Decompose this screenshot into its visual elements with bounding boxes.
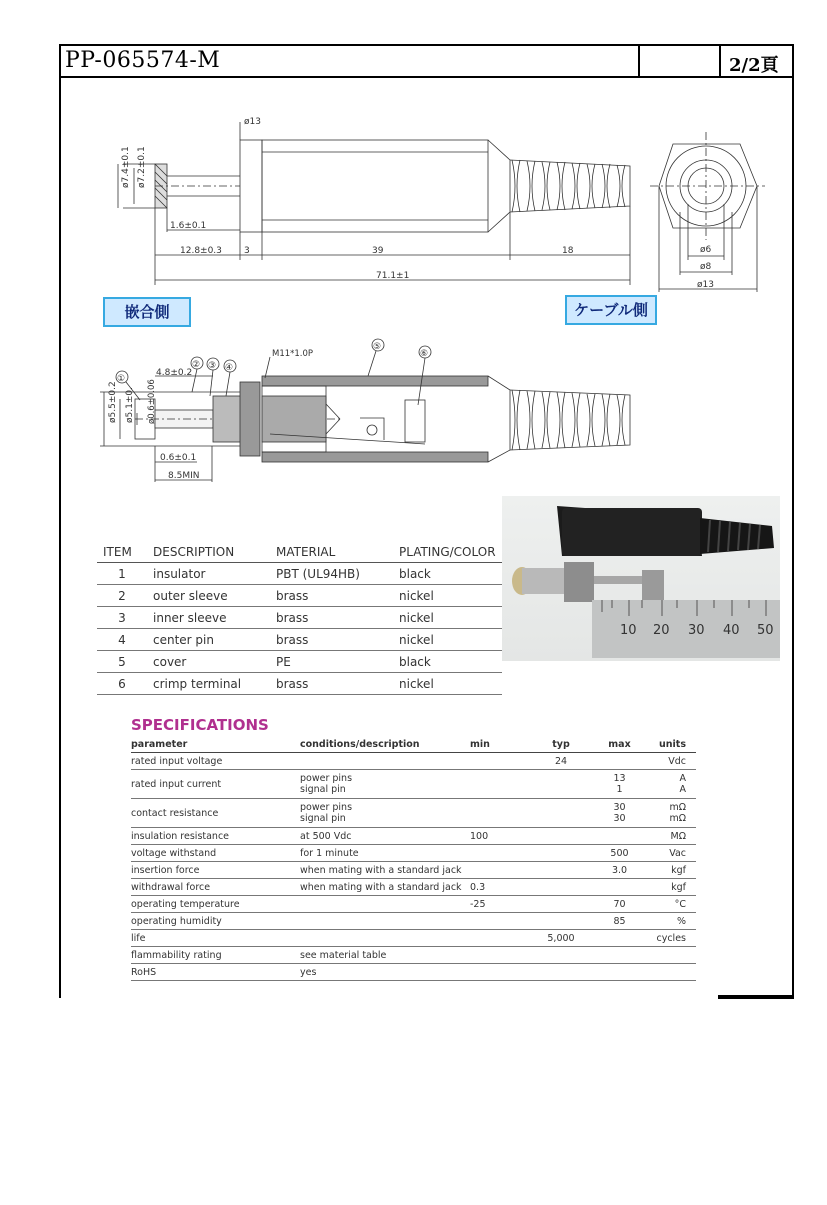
spec-conditions: when mating with a standard jack xyxy=(300,862,470,879)
dim-d13-top: ø13 xyxy=(244,117,261,127)
cable-side-label: ケーブル側 xyxy=(565,295,657,325)
dim-d16: 1.6±0.1 xyxy=(170,221,207,231)
spec-typ xyxy=(530,770,592,799)
side-view-dimension-text xyxy=(121,117,574,281)
dim-m11: M11*1.0P xyxy=(272,349,314,359)
ruler-tick-10: 10 xyxy=(620,623,637,638)
spec-header: units xyxy=(647,736,696,753)
items-header: MATERIAL xyxy=(270,541,393,563)
spec-max: 13 1 xyxy=(592,770,647,799)
item-material: brass xyxy=(270,629,393,651)
item-description: insulator xyxy=(147,563,270,585)
item-plating: black xyxy=(393,563,502,585)
item-number: 5 xyxy=(97,651,147,673)
spec-min: 100 xyxy=(470,828,530,845)
spec-header: parameter xyxy=(131,736,300,753)
item-material: PBT (UL94HB) xyxy=(270,563,393,585)
item-plating: nickel xyxy=(393,673,502,695)
spec-conditions xyxy=(300,913,470,930)
page-number: 2/2頁 xyxy=(729,55,779,76)
spec-max xyxy=(592,947,647,964)
spec-header-row xyxy=(131,736,696,753)
item-plating: nickel xyxy=(393,607,502,629)
spec-parameter: contact resistance xyxy=(131,799,300,828)
dim-d48: 4.8±0.2 xyxy=(156,368,193,378)
item-material: brass xyxy=(270,673,393,695)
spec-conditions xyxy=(300,930,470,947)
spec-min: 0.3 xyxy=(470,879,530,896)
dim-d74: ø7.4±0.1 xyxy=(121,146,131,188)
spec-typ xyxy=(530,828,592,845)
table-row xyxy=(131,947,696,964)
dim-d8: ø8 xyxy=(700,262,712,272)
spec-units: Vac xyxy=(647,845,696,862)
spec-conditions xyxy=(300,753,470,770)
item-number: 6 xyxy=(97,673,147,695)
spec-min xyxy=(470,799,530,828)
spec-parameter: rated input current xyxy=(131,770,300,799)
spec-units: °C xyxy=(647,896,696,913)
spec-min xyxy=(470,862,530,879)
callout-5: ⑤ xyxy=(373,342,382,352)
table-row xyxy=(131,799,696,828)
spec-units: kgf xyxy=(647,879,696,896)
callout-6: ⑥ xyxy=(420,349,429,359)
dim-d128: 12.8±0.3 xyxy=(180,246,222,256)
spec-parameter: life xyxy=(131,930,300,947)
item-number: 1 xyxy=(97,563,147,585)
item-description: outer sleeve xyxy=(147,585,270,607)
ruler-tick-30: 30 xyxy=(688,623,705,638)
table-row xyxy=(131,930,696,947)
spec-max xyxy=(592,828,647,845)
spec-units: mΩ mΩ xyxy=(647,799,696,828)
strain-relief xyxy=(510,160,630,212)
table-row xyxy=(97,629,502,651)
dim-d55: ø5.5±0.2 xyxy=(108,381,118,423)
spec-min xyxy=(470,845,530,862)
spec-max xyxy=(592,964,647,981)
spec-min xyxy=(470,947,530,964)
item-material: brass xyxy=(270,585,393,607)
item-number: 4 xyxy=(97,629,147,651)
spec-units: % xyxy=(647,913,696,930)
dim-d061: 0.6±0.1 xyxy=(160,453,197,463)
table-row xyxy=(97,563,502,585)
spec-conditions xyxy=(300,896,470,913)
spec-units: A A xyxy=(647,770,696,799)
spec-parameter: operating temperature xyxy=(131,896,300,913)
spec-conditions: for 1 minute xyxy=(300,845,470,862)
table-row xyxy=(131,913,696,930)
product-photo xyxy=(502,496,780,661)
spec-min: -25 xyxy=(470,896,530,913)
spec-units xyxy=(647,964,696,981)
item-material: PE xyxy=(270,651,393,673)
spec-typ xyxy=(530,896,592,913)
item-plating: nickel xyxy=(393,629,502,651)
spec-conditions: power pins signal pin xyxy=(300,770,470,799)
spec-max: 70 xyxy=(592,896,647,913)
item-plating: black xyxy=(393,651,502,673)
dim-d18: 18 xyxy=(562,246,574,256)
spec-conditions: power pins signal pin xyxy=(300,799,470,828)
dim-d13-end: ø13 xyxy=(697,280,714,290)
spec-header: typ xyxy=(530,736,592,753)
table-row xyxy=(131,879,696,896)
spec-conditions: yes xyxy=(300,964,470,981)
frame-corner-bar xyxy=(718,995,794,999)
mating-side-label: 嵌合側 xyxy=(103,297,191,327)
spec-units xyxy=(647,947,696,964)
spec-parameter: flammability rating xyxy=(131,947,300,964)
table-row xyxy=(97,651,502,673)
dim-d06: ø0.6±0.06 xyxy=(147,379,157,424)
spec-max: 85 xyxy=(592,913,647,930)
item-number: 3 xyxy=(97,607,147,629)
ruler-tick-20: 20 xyxy=(653,623,670,638)
callout-3: ③ xyxy=(208,361,217,371)
spec-parameter: operating humidity xyxy=(131,913,300,930)
spec-header: max xyxy=(592,736,647,753)
spec-max xyxy=(592,753,647,770)
spec-typ xyxy=(530,879,592,896)
spec-units: MΩ xyxy=(647,828,696,845)
dim-d51: ø5.1±0. xyxy=(125,387,135,423)
specifications-title: SPECIFICATIONS xyxy=(131,716,269,734)
item-number: 2 xyxy=(97,585,147,607)
callout-2: ② xyxy=(192,360,201,370)
spec-units: Vdc xyxy=(647,753,696,770)
ruler-tick-50: 50 xyxy=(757,623,774,638)
spec-conditions: at 500 Vdc xyxy=(300,828,470,845)
spec-typ xyxy=(530,862,592,879)
items-header: DESCRIPTION xyxy=(147,541,270,563)
spec-min xyxy=(470,913,530,930)
table-row xyxy=(131,753,696,770)
spec-max xyxy=(592,930,647,947)
spec-parameter: insertion force xyxy=(131,862,300,879)
spec-parameter: voltage withstand xyxy=(131,845,300,862)
specifications-table xyxy=(131,736,696,981)
item-plating: nickel xyxy=(393,585,502,607)
spec-min xyxy=(470,964,530,981)
side-view xyxy=(118,122,630,285)
callout-4: ④ xyxy=(225,363,234,373)
table-row xyxy=(97,585,502,607)
spec-units: cycles xyxy=(647,930,696,947)
dim-d85: 8.5MIN xyxy=(168,471,200,481)
spec-typ xyxy=(530,947,592,964)
spec-typ xyxy=(530,799,592,828)
table-row xyxy=(97,607,502,629)
item-material: brass xyxy=(270,607,393,629)
items-header: PLATING/COLOR xyxy=(393,541,502,563)
spec-parameter: rated input voltage xyxy=(131,753,300,770)
ruler-tick-40: 40 xyxy=(723,623,740,638)
item-description: inner sleeve xyxy=(147,607,270,629)
spec-header: conditions/description xyxy=(300,736,470,753)
dim-d6: ø6 xyxy=(700,245,712,255)
spec-parameter: withdrawal force xyxy=(131,879,300,896)
item-description: center pin xyxy=(147,629,270,651)
document-id: PP-065574-M xyxy=(65,48,221,73)
item-description: cover xyxy=(147,651,270,673)
spec-header: min xyxy=(470,736,530,753)
spec-max: 3.0 xyxy=(592,862,647,879)
items-table xyxy=(97,541,502,695)
spec-typ: 24 xyxy=(530,753,592,770)
table-row xyxy=(131,828,696,845)
spec-max: 30 30 xyxy=(592,799,647,828)
spec-min xyxy=(470,753,530,770)
spec-min xyxy=(470,930,530,947)
table-row xyxy=(97,673,502,695)
table-row xyxy=(131,845,696,862)
item-description: crimp terminal xyxy=(147,673,270,695)
table-row xyxy=(131,770,696,799)
spec-max xyxy=(592,879,647,896)
dim-d72: ø7.2±0.1 xyxy=(137,146,147,188)
spec-units: kgf xyxy=(647,862,696,879)
spec-parameter: RoHS xyxy=(131,964,300,981)
table-row xyxy=(131,862,696,879)
spec-conditions: when mating with a standard jack xyxy=(300,879,470,896)
dim-d39: 39 xyxy=(372,246,384,256)
dim-d711: 71.1±1 xyxy=(376,271,410,281)
spec-typ xyxy=(530,964,592,981)
items-header-row xyxy=(97,541,502,563)
spec-typ xyxy=(530,913,592,930)
spec-max: 500 xyxy=(592,845,647,862)
dim-d3: 3 xyxy=(244,246,250,256)
callout-1: ① xyxy=(117,374,126,384)
table-row xyxy=(131,964,696,981)
items-header: ITEM xyxy=(97,541,147,563)
end-view-dimension-text xyxy=(697,245,714,290)
spec-parameter: insulation resistance xyxy=(131,828,300,845)
spec-conditions: see material table xyxy=(300,947,470,964)
spec-typ: 5,000 xyxy=(530,930,592,947)
table-row xyxy=(131,896,696,913)
spec-typ xyxy=(530,845,592,862)
spec-min xyxy=(470,770,530,799)
